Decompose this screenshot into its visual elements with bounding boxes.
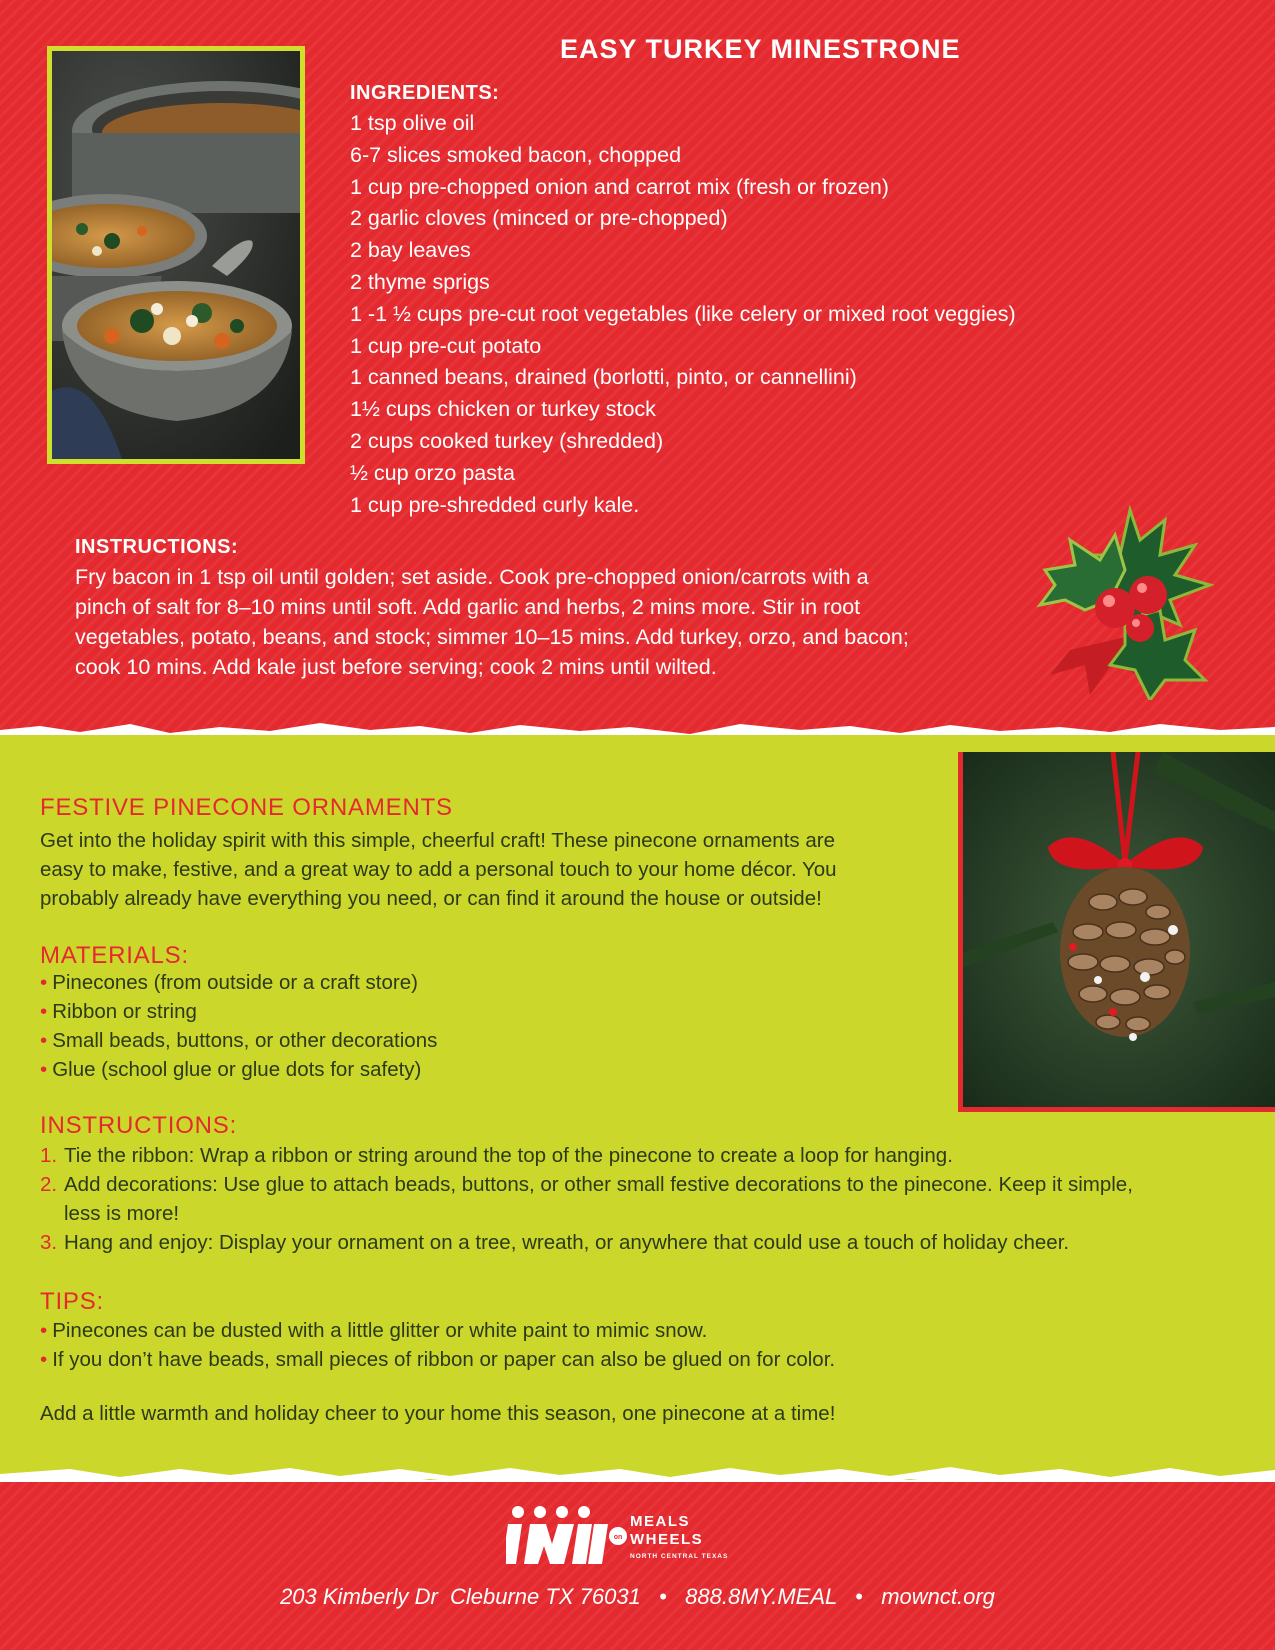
craft-step <box>40 1141 1240 1170</box>
bullet-icon: • <box>40 1029 48 1052</box>
holly-decoration-icon <box>1030 500 1230 700</box>
bullet-icon: • <box>40 1348 48 1371</box>
craft-title: FESTIVE PINECONE ORNAMENTS <box>40 794 453 821</box>
craft-intro-line: Get into the holiday spirit with this simple, cheerful craft! These pinecone ornaments are <box>40 829 835 852</box>
craft-step <box>40 1170 1240 1228</box>
ingredient-item: 2 thyme sprigs <box>350 269 490 294</box>
materials-heading: MATERIALS: <box>40 942 189 969</box>
step-text-line: less is more! <box>64 1202 180 1225</box>
ingredients-heading: INGREDIENTS: <box>350 82 500 104</box>
ingredient-item: 1 tsp olive oil <box>350 111 475 135</box>
ingredient-item: 1½ cups chicken or turkey stock <box>350 397 656 422</box>
materials-list <box>40 968 437 1084</box>
ingredients-list <box>350 108 1016 521</box>
material-label: Pinecones (from outside or a craft store) <box>52 971 418 994</box>
step-text: Tie the ribbon: Wrap a ribbon or string around the top of the pinecone to create a loop for hanging. <box>64 1144 953 1167</box>
material-label: Small beads, buttons, or other decorations <box>52 1029 438 1052</box>
ingredient-item: ½ cup orzo pasta <box>350 460 515 485</box>
logo-meals-text: MEALS <box>630 1513 690 1530</box>
recipe-instructions-text <box>75 562 1035 682</box>
ingredient-item: 2 cups cooked turkey (shredded) <box>350 428 664 453</box>
craft-intro-line: easy to make, festive, and a great way to add a personal touch to your home décor. You <box>40 858 837 881</box>
bullet-icon: • <box>40 1058 48 1081</box>
footer-contact: 203 Kimberly Dr Cleburne TX 76031 • 888.8MY.MEAL • mownct.org <box>280 1584 995 1609</box>
material-item <box>40 1026 437 1055</box>
recipe-title: EASY TURKEY MINESTRONE <box>560 34 961 64</box>
tip-item <box>40 1316 835 1345</box>
step-number: 3. <box>40 1231 58 1254</box>
craft-step <box>40 1228 1240 1257</box>
soup-bowl-image <box>52 51 300 459</box>
material-item <box>40 968 437 997</box>
meals-on-wheels-logo <box>506 1504 776 1568</box>
recipe-instructions-heading: INSTRUCTIONS: <box>75 536 239 558</box>
soup-photo <box>47 46 305 464</box>
ingredient-item: 2 garlic cloves (minced or pre-chopped) <box>350 206 728 231</box>
material-label: Glue (school glue or glue dots for safety) <box>52 1058 422 1081</box>
ingredient-item: 1 cup pre-shredded curly kale. <box>350 492 640 517</box>
recipe-section <box>0 0 1275 740</box>
craft-steps-list <box>40 1141 1240 1257</box>
tip-label: Pinecones can be dusted with a little glitter or white paint to mimic snow. <box>52 1319 708 1342</box>
closing-text: Add a little warmth and holiday cheer to your home this season, one pinecone at a time! <box>40 1402 836 1425</box>
logo-wheels-text: WHEELS <box>630 1531 704 1548</box>
ingredient-item: 1 -1 ½ cups pre-cut root vegetables (like celery or mixed root veggies) <box>350 301 1016 326</box>
step-text-line: Add decorations: Use glue to attach beads, buttons, or other small festive decorations to the pinecone. Keep it simple, <box>64 1173 1133 1196</box>
ingredient-item: 1 canned beans, drained (borlotti, pinto, or cannellini) <box>350 365 857 390</box>
ingredient-item: 2 bay leaves <box>350 238 471 263</box>
ingredient-item: 1 cup pre-chopped onion and carrot mix (fresh or frozen) <box>350 174 889 199</box>
recipe-instruction-line: Fry bacon in 1 tsp oil until golden; set aside. Cook pre-chopped onion/carrots with a <box>75 565 869 589</box>
logo-subtitle-text: NORTH CENTRAL TEXAS <box>630 1553 729 1560</box>
tips-list <box>40 1316 835 1374</box>
material-item <box>40 1055 437 1084</box>
pinecone-photo <box>958 752 1275 1112</box>
tips-heading: TIPS: <box>40 1288 105 1315</box>
logo-on-text: on <box>613 1534 623 1541</box>
craft-intro-line: probably already have everything you need, or can find it around the house or outside! <box>40 887 822 910</box>
recipe-instruction-line: pinch of salt for 8–10 mins until soft. Add garlic and herbs, 2 mins more. Stir in root <box>75 595 861 619</box>
step-text <box>64 1170 1133 1228</box>
step-text: Hang and enjoy: Display your ornament on a tree, wreath, or anywhere that could use a touch of holiday cheer. <box>64 1231 1070 1254</box>
recipe-instruction-line: vegetables, potato, beans, and stock; simmer 10–15 mins. Add turkey, orzo, and bacon; <box>75 625 909 649</box>
bullet-icon: • <box>40 971 48 994</box>
craft-instructions-heading: INSTRUCTIONS: <box>40 1112 238 1139</box>
bullet-icon: • <box>40 1319 48 1342</box>
material-label: Ribbon or string <box>52 1000 197 1023</box>
recipe-instruction-line: cook 10 mins. Add kale just before serving; cook 2 mins until wilted. <box>75 655 717 679</box>
craft-intro <box>40 826 940 913</box>
pinecone-ornament-image <box>963 752 1275 1107</box>
ingredient-item: 6-7 slices smoked bacon, chopped <box>350 142 682 167</box>
material-item <box>40 997 437 1026</box>
tip-label: If you don’t have beads, small pieces of ribbon or paper can also be glued on for color. <box>52 1348 836 1371</box>
tip-item <box>40 1345 835 1374</box>
ingredient-item: 1 cup pre-cut potato <box>350 333 542 358</box>
bullet-icon: • <box>40 1000 48 1023</box>
step-number: 2. <box>40 1173 58 1196</box>
step-number: 1. <box>40 1144 58 1167</box>
